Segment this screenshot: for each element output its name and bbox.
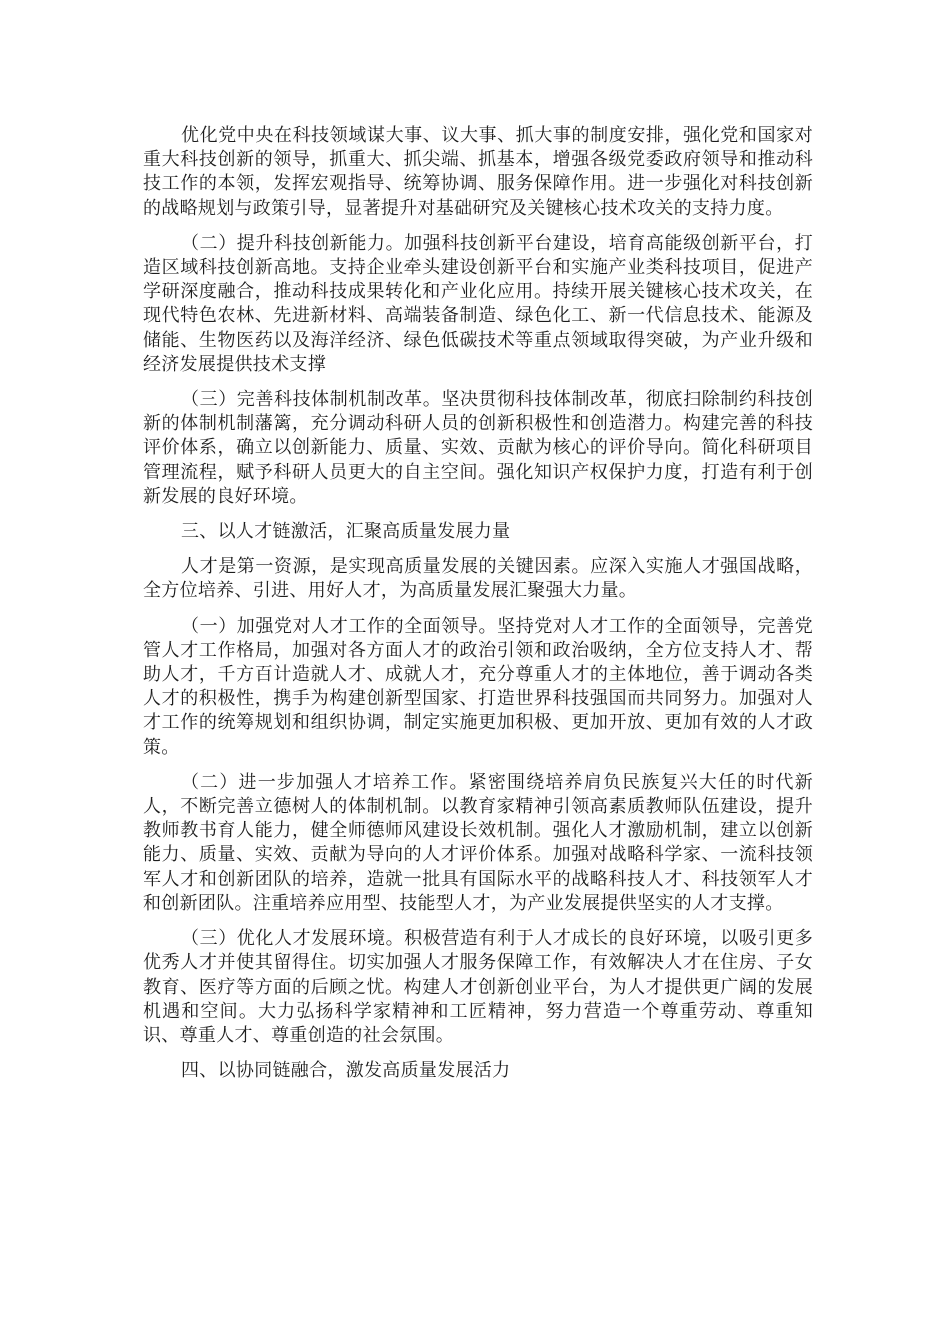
section-heading-collaboration: 四、以协同链融合，激发高质量发展活力 [181, 1060, 511, 1082]
paragraph-talent-environment: （三）优化人才发展环境。积极营造有利于人才成长的良好环境，以吸引更多优秀人才并使其留得住。切实加强人才服务保障工作，有效解决人才在住房、子女教育、医疗等方面的后顾之忧。构建人才创新创业平台，为人才提供更广阔的发展机遇和空间。大力弘扬科学家精神和工匠精神，努力营造一个尊重劳动、尊重知识、尊重人才、尊重创造的社会氛围。 [143, 928, 813, 1046]
section-heading-talent: 三、以人才链激活，汇聚高质量发展力量 [181, 521, 511, 543]
paragraph-talent-cultivation: （二）进一步加强人才培养工作。紧密围绕培养肩负民族复兴大任的时代新人，不断完善立德树人的体制机制。以教育家精神引领高素质教师队伍建设，提升教师教书育人能力，健全师德师风建设长效机制。强化人才激励机制，建立以创新能力、质量、实效、贡献为导向的人才评价体系。加强对战略科学家、一流科技领军人才和创新团队的培养，造就一批具有国际水平的战略科技人才、科技领军人才和创新团队。注重培养应用型、技能型人才，为产业发展提供坚实的人才支撑。 [143, 771, 813, 914]
paragraph-talent-intro: 人才是第一资源，是实现高质量发展的关键因素。应深入实施人才强国战略，全方位培养、引进、用好人才，为高质量发展汇聚强大力量。 [143, 556, 813, 602]
paragraph-talent-leadership: （一）加强党对人才工作的全面领导。坚持党对人才工作的全面领导，完善党管人才工作格局，加强对各方面人才的政治引领和政治吸纳，全方位支持人才、帮助人才，千方百计造就人才、成就人才，充分尊重人才的主体地位，善于调动各类人才的积极性，携手为构建创新型国家、打造世界科技强国而共同努力。加强对人才工作的统筹规划和组织协调，制定实施更加积极、更加开放、更加有效的人才政策。 [143, 615, 813, 758]
paragraph-institutional-reform: （三）完善科技体制机制改革。坚决贯彻科技体制改革，彻底扫除制约科技创新的体制机制藩篱，充分调动科研人员的创新积极性和创造潜力。构建完善的科技评价体系，确立以创新能力、质量、实效、贡献为核心的评价导向。简化科研项目管理流程，赋予科研人员更大的自主空间。强化知识产权保护力度，打造有利于创新发展的良好环境。 [143, 389, 813, 507]
document-body [143, 124, 813, 1094]
paragraph-leadership: 优化党中央在科技领域谋大事、议大事、抓大事的制度安排，强化党和国家对重大科技创新的领导，抓重大、抓尖端、抓基本，增强各级党委政府领导和推动科技工作的本领，发挥宏观指导、统筹协调、服务保障作用。进一步强化对科技创新的战略规划与政策引导，显著提升对基础研究及关键核心技术攻关的支持力度。 [143, 125, 813, 219]
paragraph-innovation-capacity: （二）提升科技创新能力。加强科技创新平台建设，培育高能级创新平台，打造区域科技创新高地。支持企业牵头建设创新平台和实施产业类科技项目，促进产学研深度融合，推动科技成果转化和产业化应用。持续开展关键核心技术攻关，在现代特色农林、先进新材料、高端装备制造、绿色化工、新一代信息技术、能源及储能、生物医药以及海洋经济、绿色低碳技术等重点领域取得突破，为产业升级和经济发展提供技术支撑 [143, 232, 813, 375]
